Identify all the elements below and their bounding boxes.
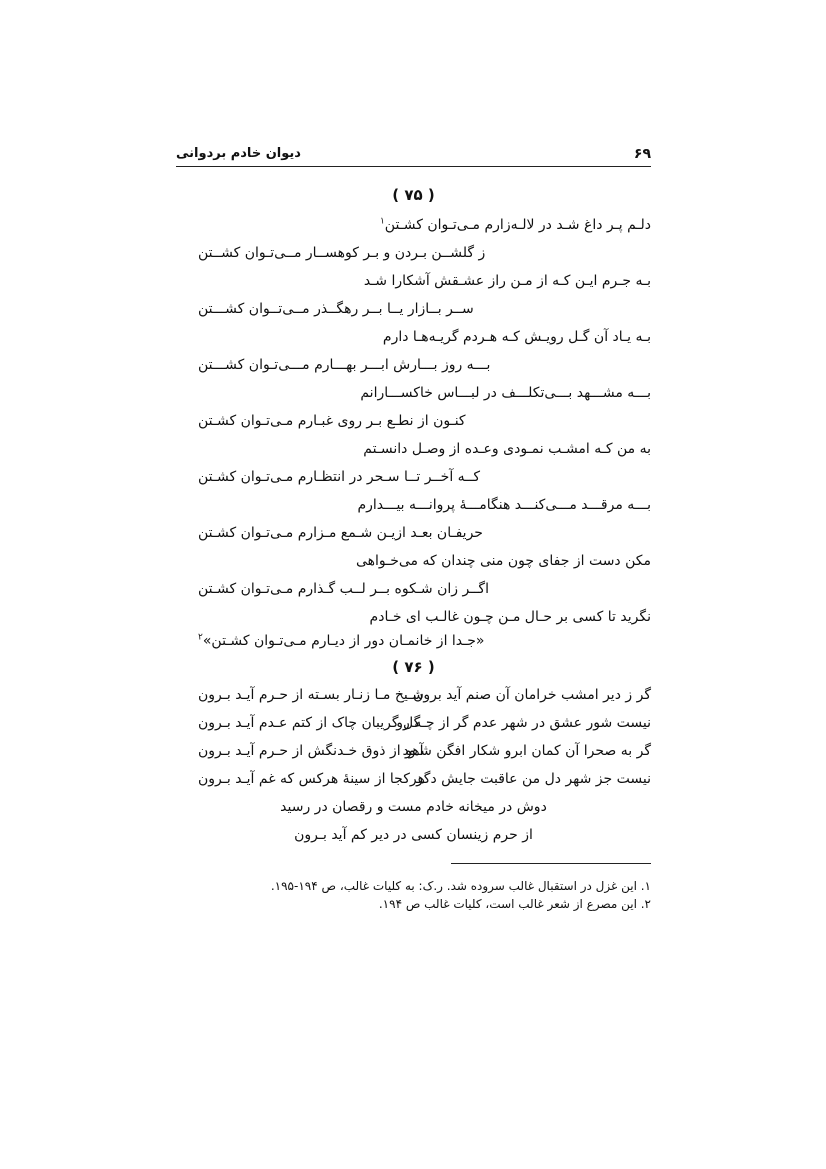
couplet-second-hemistich: آهو از ذوق خـدنگش از حـرم آیـد بـرون (198, 743, 424, 759)
verse-line: به من کـه امشـب نمـودی وعـده از وصـل دانسـتم (363, 441, 651, 457)
couplet-second-hemistich: هرکجا از سینهٔ هرکس که غم آیـد بـرون (198, 771, 425, 787)
running-title: دیوان خادم بردوانی (176, 146, 301, 161)
couplet-first-hemistich: گر به صحرا آن کمان ابرو شکار افگن شـود (402, 743, 651, 759)
footnote-rule (451, 863, 651, 864)
verse-line: نگرید تا کسی بر حـال مـن چـون غالـب ای خـادم (369, 609, 651, 625)
verse-line: دلـم پـر داغ شـد در لالـه‌زارم مـی‌تـوان کشـتن$^۱$ (379, 216, 651, 233)
verse-line: «جـدا از خانمـان دور از دیـارم مـی‌تـوان کشـتن»$^۲$ (198, 632, 485, 649)
footnote-mark: ۲ (198, 632, 203, 643)
footnote: ۱. این غزل در استقبال غالب سروده شد. ر.ک: به کلیات غالب، ص ۱۹۴-۱۹۵. (270, 879, 651, 893)
couplet-first-hemistich: نیست جز شهر دل من عاقبت جایش دگر (416, 771, 651, 787)
poem-number: ( ۷۶ ) (392, 658, 435, 676)
poem-number: ( ۷۵ ) (392, 186, 435, 204)
verse-line: بـــه روز بـــارش ابـــر بهـــارم مـــی‌تـوان کشـــتن (198, 357, 491, 373)
verse-line: مکن دست از جفای چون منی چندان که می‌خـواهی (355, 553, 651, 569)
verse-line: بـه یـاد آن گـل رویـش کـه هـردم گریـه‌هـا دارم (382, 329, 651, 345)
page-header (176, 146, 651, 167)
footnote-mark: ۱ (379, 216, 385, 227)
verse-line: ســر بــازار یــا بــر رهگــذر مــی‌تــوان کشـــتن (198, 301, 474, 317)
verse-line: بـه جـرم ایـن کـه از مـن راز عشـقش آشکارا شـد (363, 273, 651, 289)
couplet-second-hemistich: گل گریبان چاک از کتم عـدم آیـد بـرون (198, 715, 421, 731)
closing-verse-line: از حرم زینسان کسی در دیر کم آید بـرون (294, 827, 533, 843)
verse-line: کنـون از نطـع بـر روی غبـارم مـی‌تـوان کشـتن (198, 413, 466, 429)
footnote: ۲. این مصرع از شعر غالب است، کلیات غالب ص ۱۹۴. (378, 897, 651, 911)
couplet-first-hemistich: نیست شور عشق در شهر عدم گر از چـه رو (396, 715, 651, 731)
page-number: ۶۹ (633, 146, 651, 162)
couplet-second-hemistich: شـیخ مـا زنـار بسـته از حـرم آیـد بـرون (198, 687, 424, 703)
verse-line: حریفـان بعـد ازیـن شـمع مـزارم مـی‌تـوان کشـتن (198, 525, 483, 541)
verse-line: بـــه مرقـــد مـــی‌کنـــد هنگامـــهٔ پروانـــه بیـــدارم (357, 497, 651, 513)
verse-line: اگــر زان شـکوه بــر لــب گـذارم مـی‌تـوان کشـتن (198, 581, 489, 597)
closing-verse-line: دوش در میخانه خادم مست و رقصان در رسید (280, 799, 547, 815)
verse-line: بـــه مشـــهد بـــی‌تکلـــف در لبـــاس خاکســـارانم (360, 385, 651, 401)
couplet-first-hemistich: گر ز دیر امشب خرامان آن صنم آید برون (413, 687, 651, 703)
verse-line: کــه آخــر تــا سـحر در انتظـارم مـی‌تـوان کشـتن (198, 469, 481, 485)
verse-line: ز گلشــن بـردن و بـر کوهســار مــی‌تـوان کشــتن (198, 245, 486, 261)
